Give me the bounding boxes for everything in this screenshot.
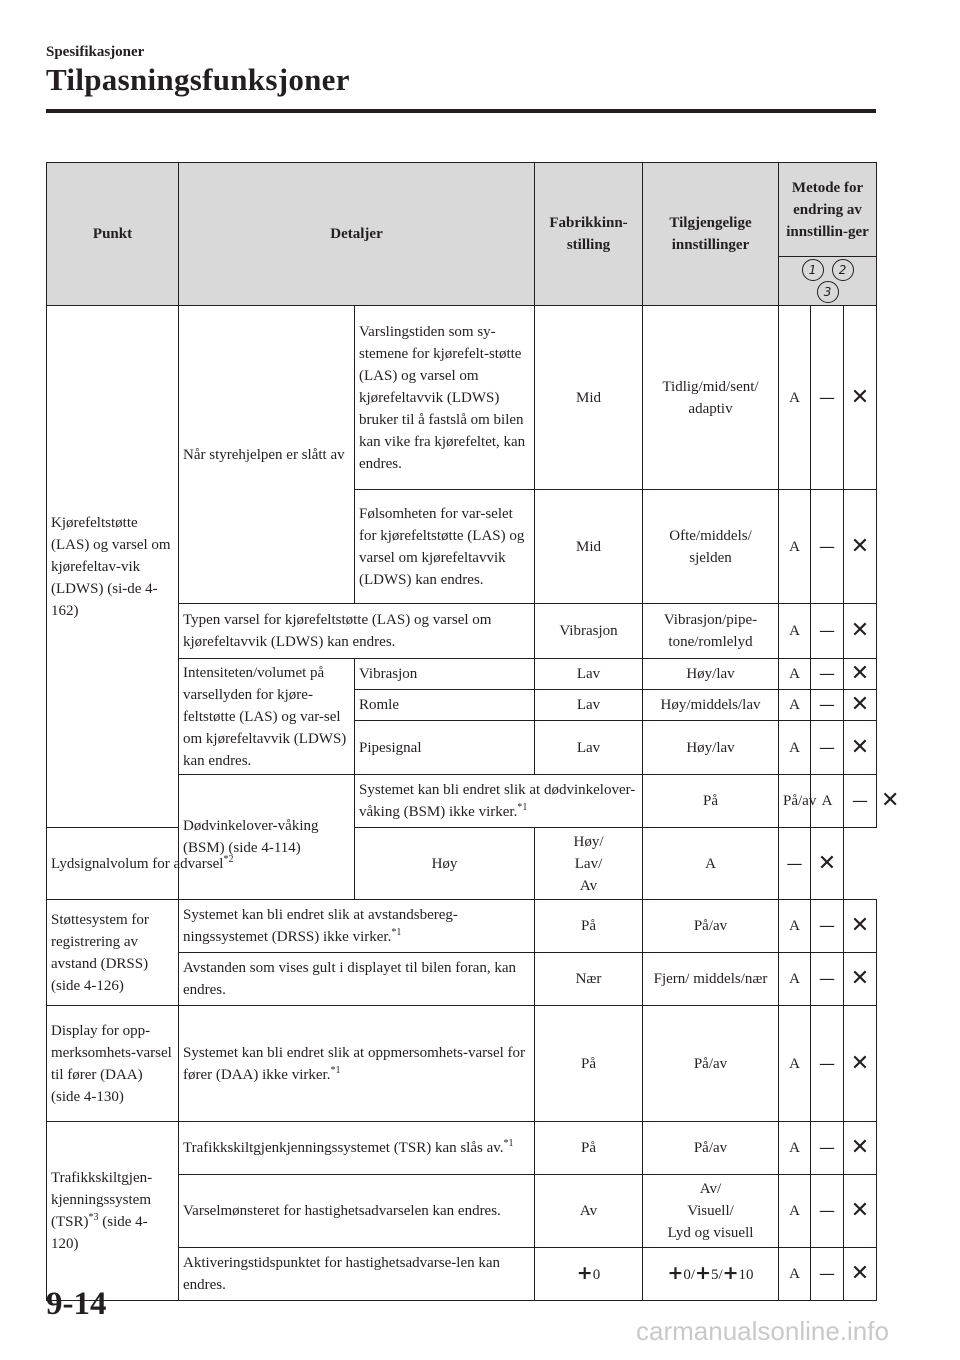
circle-2-icon: 2 — [832, 259, 854, 281]
detail-intensitet: Intensiteten/volumet på varsellyden for kjøre-feltstøtte (LAS) og var-sel om kjørefeltavvik (LDWS) kan endres. — [179, 659, 355, 775]
method-1: A — [779, 900, 811, 953]
dash-icon: — — [811, 659, 844, 690]
table-row — [47, 306, 877, 490]
col-punkt: Punkt — [47, 163, 179, 306]
available-values: Av/ Visuell/ Lyd og visuell — [643, 1175, 779, 1248]
available-values: På/av — [779, 775, 811, 828]
available-values: Høy/lav — [643, 721, 779, 775]
method-numbers — [779, 257, 877, 306]
col-fabrikk: Fabrikkinn-stilling — [535, 163, 643, 306]
dash-icon: — — [811, 721, 844, 775]
table-row: Dødvinkelover-våking (BSM) (side 4-114) Systemet kan bli endret slik at dødvinkelover-våking (BSM) ikke virker.$^{*1}$ På På/av A — ✕ — [47, 775, 877, 828]
cross-icon: ✕ — [844, 306, 877, 490]
plus-icon: + — [576, 1262, 593, 1284]
available-values: Fjern/ middels/nær — [643, 953, 779, 1006]
cross-icon: ✕ — [844, 953, 877, 1006]
watermark-bottom: carmanualsonline.info — [636, 1316, 889, 1346]
dash-icon: — — [811, 1006, 844, 1122]
cross-icon: ✕ — [844, 1122, 877, 1175]
detail-text: Trafikkskiltgjenkjenningssystemet (TSR) kan slås av.$^{*1}$ — [179, 1122, 535, 1175]
cross-icon: ✕ — [844, 1006, 877, 1122]
dash-icon: — — [811, 306, 844, 490]
available-values: På/av — [643, 900, 779, 953]
customization-table — [46, 162, 900, 1301]
footnote-mark: *1 — [330, 1064, 341, 1076]
plus-icon: + — [695, 1262, 711, 1284]
detail-text: Lydsignalvolum for advarsel$^{*2}$ — [47, 828, 355, 900]
factory-value: På — [535, 900, 643, 953]
title-rule — [46, 109, 876, 113]
factory-value: Av — [535, 1175, 643, 1248]
punkt-las: Kjørefeltstøtte (LAS) og varsel om kjørefeltav-vik (LDWS) (si-de 4-162) — [47, 306, 179, 828]
available-values: +0/+5/+10 — [643, 1248, 779, 1301]
available-values: Tidlig/mid/sent/ adaptiv — [643, 306, 779, 490]
cross-icon: ✕ — [844, 1248, 877, 1301]
punkt-drss: Støttesystem for registrering av avstand (DRSS) (side 4-126) — [47, 900, 179, 1006]
method-1: A — [779, 1248, 811, 1301]
section-header: Spesifikasjoner — [46, 44, 145, 60]
cross-icon: ✕ — [844, 659, 877, 690]
dash-icon: — — [811, 953, 844, 1006]
cross-icon: ✕ — [811, 828, 844, 900]
dash-icon: — — [811, 1122, 844, 1175]
dash-icon: — — [811, 1175, 844, 1248]
factory-value: Lav — [535, 690, 643, 721]
detail-text: Systemet kan bli endret slik at avstandsbereg-ningssystemet (DRSS) ikke virker.$^{*1}$ — [179, 900, 535, 953]
method-1: A — [779, 953, 811, 1006]
factory-value: På — [643, 775, 779, 828]
footnote-mark: *1 — [517, 802, 528, 813]
available-values: På/av — [643, 1122, 779, 1175]
factory-value: Mid — [535, 490, 643, 604]
footnote-mark: *1 — [391, 927, 402, 938]
circle-3-icon: 3 — [817, 281, 839, 303]
col-tilgjengelige: Tilgjengelige innstillinger — [643, 163, 779, 306]
table-row — [47, 1122, 877, 1175]
available-values: På/av — [643, 1006, 779, 1122]
page-number: 9-14 — [46, 1286, 107, 1322]
method-1: A — [779, 659, 811, 690]
detail-text: Systemet kan bli endret slik at oppmersomhets-varsel for fører (DAA) ikke virker.$^{*1}$ — [179, 1006, 535, 1122]
factory-value: +0 — [535, 1248, 643, 1301]
available-values: Ofte/middels/ sjelden — [643, 490, 779, 604]
plus-icon: + — [667, 1262, 684, 1284]
punkt-daa: Display for opp-merksomhets-varsel til fører (DAA) (side 4-130) — [47, 1006, 179, 1122]
dash-icon: — — [811, 690, 844, 721]
factory-value: På — [535, 1006, 643, 1122]
detail-text: Aktiveringstidspunktet for hastighetsadvarse-len kan endres. — [179, 1248, 535, 1301]
method-1: A — [779, 604, 811, 659]
detail-text: Varslingstiden som sy-stemene for kjørefelt-støtte (LAS) og varsel om kjørefeltavvik (LDWS) bruker til å fastslå om bilen kan vike fra kjørefeltet, kan endres. — [355, 306, 535, 490]
available-values: Vibrasjon/pipe-tone/romlelyd — [643, 604, 779, 659]
method-1: A — [779, 1006, 811, 1122]
available-values: Høy/middels/lav — [643, 690, 779, 721]
detail-text: Vibrasjon — [355, 659, 535, 690]
detail-text: Pipesignal — [355, 721, 535, 775]
dash-icon: — — [811, 900, 844, 953]
method-1: A — [779, 1175, 811, 1248]
cross-icon: ✕ — [844, 1175, 877, 1248]
method-1: A — [779, 490, 811, 604]
page-title: Tilpasningsfunksjoner — [46, 62, 350, 97]
detail-text: Avstanden som vises gult i displayet til bilen foran, kan endres. — [179, 953, 535, 1006]
footnote-mark: *2 — [223, 853, 234, 865]
punkt-bsm: Dødvinkelover-våking (BSM) (side 4-114) — [179, 775, 355, 900]
col-detaljer: Detaljer — [179, 163, 535, 306]
available-values: Høy/lav — [643, 659, 779, 690]
method-1: A — [811, 775, 844, 828]
footnote-mark: *1 — [503, 1138, 514, 1149]
table-row — [47, 1006, 877, 1122]
cross-icon: ✕ — [844, 690, 877, 721]
factory-value: Lav — [535, 659, 643, 690]
available-values: Høy/ Lav/ Av — [535, 828, 643, 900]
cross-icon: ✕ — [844, 900, 877, 953]
detail-text: Romle — [355, 690, 535, 721]
method-1: A — [779, 690, 811, 721]
dash-icon: — — [811, 604, 844, 659]
method-1: A — [779, 306, 811, 490]
table-row — [47, 828, 877, 900]
cross-icon: ✕ — [844, 604, 877, 659]
factory-value: Nær — [535, 953, 643, 1006]
punkt-tsr: Trafikkskiltgjen-kjenningssystem (TSR)$^{*3}$ (side 4-120) — [47, 1122, 179, 1301]
table-row — [47, 900, 877, 953]
dash-icon: — — [811, 1248, 844, 1301]
detail-styrehjelp: Når styrehjelpen er slått av — [179, 306, 355, 604]
footnote-mark: *3 — [88, 1212, 99, 1223]
method-1: A — [779, 1122, 811, 1175]
factory-value: Lav — [535, 721, 643, 775]
plus-icon: + — [722, 1262, 739, 1284]
factory-value: På — [535, 1122, 643, 1175]
method-1: A — [643, 828, 779, 900]
detail-text: Følsomheten for var-selet for kjørefeltstøtte (LAS) og varsel om kjørefeltavvik (LDWS) kan endres. — [355, 490, 535, 604]
cross-icon: ✕ — [844, 721, 877, 775]
method-1: A — [779, 721, 811, 775]
col-metode: Metode for endring av innstillin-ger — [779, 163, 877, 257]
dash-icon: — — [844, 775, 877, 828]
factory-value: Høy — [355, 828, 535, 900]
cross-icon: ✕ — [844, 490, 877, 604]
detail-text: Typen varsel for kjørefeltstøtte (LAS) og varsel om kjørefeltavvik (LDWS) kan endres. — [179, 604, 535, 659]
dash-icon: — — [779, 828, 811, 900]
circle-1-icon: 1 — [802, 259, 824, 281]
factory-value: Mid — [535, 306, 643, 490]
detail-text: Systemet kan bli endret slik at dødvinkelover-våking (BSM) ikke virker.$^{*1}$ — [355, 775, 643, 828]
detail-text: Varselmønsteret for hastighetsadvarselen kan endres. — [179, 1175, 535, 1248]
factory-value: Vibrasjon — [535, 604, 643, 659]
dash-icon: — — [811, 490, 844, 604]
